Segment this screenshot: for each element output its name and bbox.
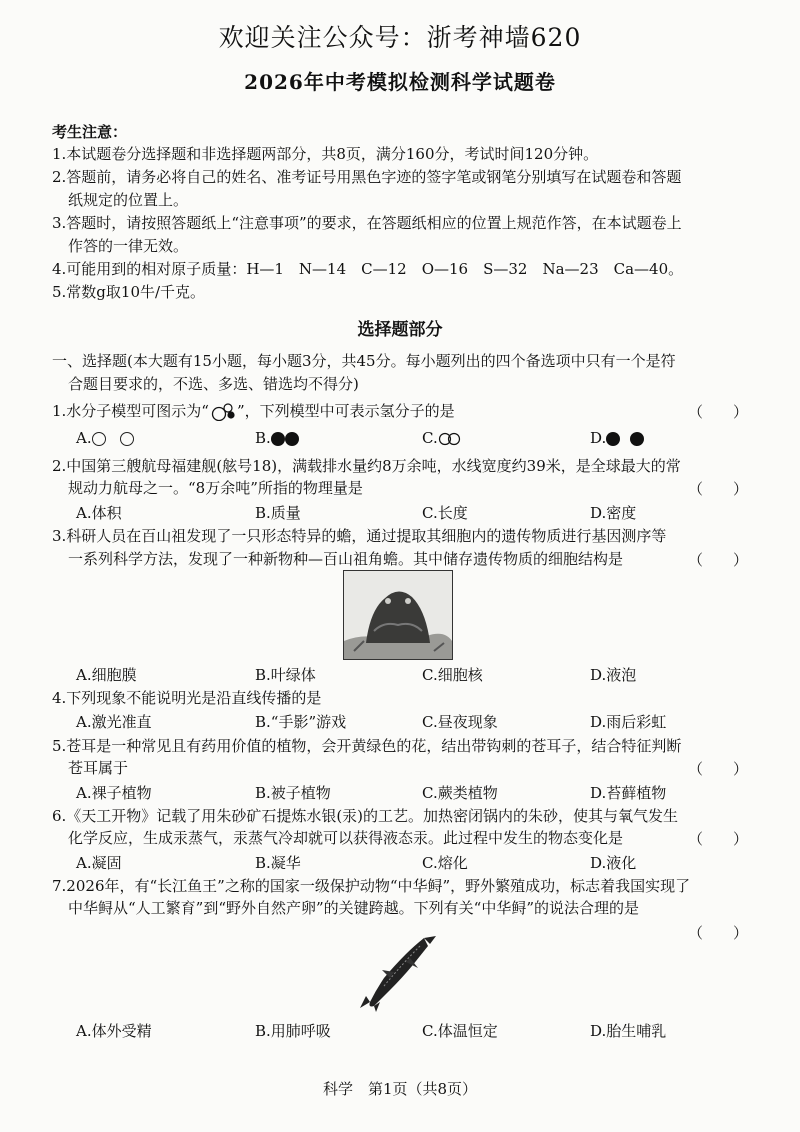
option-d: D. [590, 429, 644, 447]
part-intro: 合题目要求的，不选、多选、错选均不得分) [68, 375, 359, 393]
option-c: C.昼夜现象 [422, 713, 498, 731]
option-d: D.胎生哺乳 [590, 1022, 667, 1040]
question-7-cont: 中华鲟从“人工繁育”到“野外自然产卵”的关键跨越。下列有关“中华鲟”的说法合理的是 [68, 899, 640, 917]
option-c: C.蕨类植物 [422, 784, 498, 802]
option-c: C.体温恒定 [422, 1022, 498, 1040]
option-a: A.体积 [76, 504, 122, 522]
answer-bracket: （ ） [688, 403, 749, 421]
option-d: D.液泡 [590, 666, 637, 684]
option-d: D.液化 [590, 854, 637, 872]
option-a: A.体外受精 [76, 1022, 152, 1040]
option-b: B. [255, 429, 299, 447]
option-b: B.用肺呼吸 [255, 1022, 331, 1040]
question-6-cont: 化学反应，生成汞蒸气，汞蒸气冷却就可以获得液态汞。此过程中发生的物态变化是 [68, 829, 624, 847]
notice-line: 5.常数g取10牛/千克。 [52, 283, 206, 301]
option-c: C.长度 [422, 504, 468, 522]
option-a: A.裸子植物 [76, 784, 152, 802]
option-b: B.凝华 [255, 854, 301, 872]
answer-bracket: （ ） [688, 551, 749, 569]
notice-line: 2.答题前，请务必将自己的姓名、准考证号用黑色字迹的签字笔或钢笔分别填写在试题卷和答题 [52, 168, 682, 186]
option-c: C.细胞核 [422, 666, 483, 684]
question-5: 5.苍耳是一种常见且有药用价值的植物，会开黄绿色的花，结出带钩刺的苍耳子，结合特征判断 [52, 737, 682, 755]
notice-line: 3.答题时，请按照答题纸上“注意事项”的要求，在答题纸相应的位置上规范作答，在本试题卷上 [52, 214, 682, 232]
notice-line: 纸规定的位置上。 [68, 191, 189, 209]
hydrogen-molecule-icon [438, 432, 462, 446]
question-3-cont: 一系列科学方法，发现了一种新物种—百山祖角蟾。其中储存遗传物质的细胞结构是 [68, 550, 624, 568]
page-footer: 科学 第1页（共8页） [322, 1080, 478, 1098]
banner: 欢迎关注公众号：浙考神墙620 [218, 23, 582, 52]
atom-icon [271, 432, 285, 446]
question-4: 4.下列现象不能说明光是沿直线传播的是 [52, 689, 322, 707]
option-a: A. [76, 429, 134, 447]
option-a: A.凝固 [76, 854, 122, 872]
question-3: 3.科研人员在百山祖发现了一只形态特异的蟾，通过提取其细胞内的遗传物质进行基因测序等 [52, 527, 667, 545]
question-5-cont: 苍耳属于 [68, 759, 129, 777]
hydrogen-atom-icon [92, 432, 106, 446]
question-2-cont: 规动力航母之一。“8万余吨”所指的物理量是 [68, 479, 363, 497]
toad-photo [343, 570, 453, 660]
notice-line: 4.可能用到的相对原子质量：H—1 N—14 C—12 O—16 S—32 Na—23 Ca—40。 [52, 260, 684, 278]
option-d: D.苔藓植物 [590, 784, 667, 802]
atom-icon [285, 432, 299, 446]
exam-title: 2026年中考模拟检测科学试题卷 [244, 70, 556, 94]
option-c: C. [422, 429, 462, 447]
option-b: B.“手影”游戏 [255, 713, 347, 731]
question-7: 7.2026年，有“长江鱼王”之称的国家一级保护动物“中华鲟”，野外繁殖成功，标志着我国实现了 [52, 877, 691, 895]
option-d: D.密度 [590, 504, 637, 522]
sturgeon-figure [354, 932, 440, 1012]
option-a: A.激光准直 [76, 713, 152, 731]
option-b: B.叶绿体 [255, 666, 316, 684]
answer-bracket: （ ） [688, 924, 749, 942]
option-d: D.雨后彩虹 [590, 713, 667, 731]
question-1: 1.水分子模型可图示为“ ”，下列模型中可表示氢分子的是 [52, 402, 455, 420]
answer-bracket: （ ） [688, 480, 749, 498]
notice-heading: 考生注意： [52, 123, 128, 141]
section-title: 选择题部分 [357, 320, 443, 340]
answer-bracket: （ ） [688, 760, 749, 778]
question-6: 6.《天工开物》记载了用朱砂矿石提炼水银(汞)的工艺。加热密闭锅内的朱砂，使其与氧气发生 [52, 807, 679, 825]
option-c: C.熔化 [422, 854, 468, 872]
atom-icon [630, 432, 644, 446]
option-b: B.质量 [255, 504, 301, 522]
atom-icon [606, 432, 620, 446]
notice-line: 作答的一律无效。 [68, 237, 189, 255]
option-a: A.细胞膜 [76, 666, 137, 684]
notice-line: 1.本试题卷分选择题和非选择题两部分，共8页，满分160分，考试时间120分钟。 [52, 145, 599, 163]
hydrogen-atom-icon [120, 432, 134, 446]
part-intro: 一、选择题(本大题有15小题，每小题3分，共45分。每小题列出的四个备选项中只有一个是符 [52, 352, 676, 370]
water-molecule-icon [209, 403, 237, 421]
answer-bracket: （ ） [688, 830, 749, 848]
question-2: 2.中国第三艘航母福建舰(舷号18)，满载排水量约8万余吨，水线宽度约39米，是全球最大的常 [52, 457, 681, 475]
option-b: B.被子植物 [255, 784, 331, 802]
